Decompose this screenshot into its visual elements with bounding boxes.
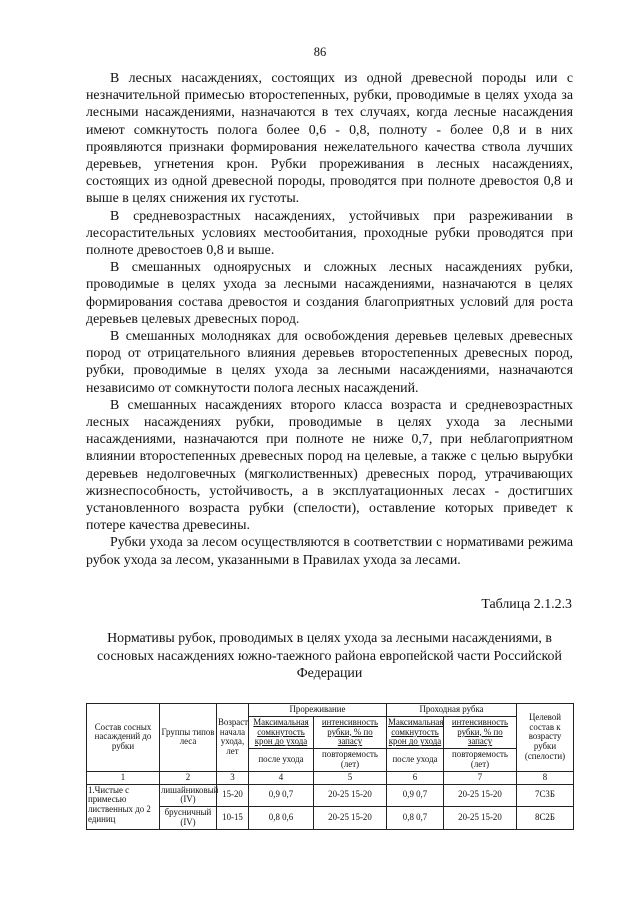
header-age: Возраст начала ухода, лет [217,704,249,772]
thinning-density-cell: 0,8 0,6 [249,807,314,830]
header-thinning: Прореживание [249,704,387,717]
header-passage: Проходная рубка [387,704,517,717]
thinning-intensity-cell: 20-25 15-20 [314,807,387,830]
age-cell: 15-20 [217,784,249,807]
page-number: 86 [313,45,327,59]
forest-group-cell: брусничный (IV) [160,807,217,830]
age-cell: 10-15 [217,807,249,830]
paragraph: В средневозрастных насаждениях, устойчивых при разреживании в лесорастительных условиях местообитания, проходные рубки проводятся при полноте древостоев 0,8 и выше. [86,208,573,259]
target-composition-cell: 8С2Б [517,807,574,830]
header-max-density: Максимальная сомкнутость крон до ухода [249,716,314,748]
table-row [87,807,574,830]
passage-intensity-cell: 20-25 15-20 [444,784,517,807]
header-after-care-passage: после ухода [387,749,444,772]
paragraph: В лесных насаждениях, состоящих из одной древесной породы или с незначительной примесью второстепенных, рубки, проводимые в целях ухода за лесными насаждениями, назначаются в тех случаях, когда лесные насаждения имеют сомкнутость полога более 0,6 - 0,8, полноту - более 0,8 и в них проявляются признаки формирования нежелательного качества ствола лучших деревьев, угнетения крон. Рубки прореживания в лесных насаждениях, состоящих из одной древесной породы, проводятся при полноте древостоя 0,8 и выше в целях снижения их густоты. [86,71,573,207]
header-intensity-passage: интенсивность рубки, % по запасу [444,716,517,748]
header-composition: Состав сосных насаждений до рубки [87,704,160,772]
column-number: 6 [387,771,444,784]
header-max-density-passage: Максимальная сомкнутость крон до ухода [387,716,444,748]
paragraph: В смешанных насаждениях второго класса возраста и средневозрастных лесных насаждениях рубки, проводимые в целях ухода за лесными насаждениями, назначаются при полноте не ниже 0,7, при неблагоприятном влиянии второстепенных древесных пород на целевые, а также с целью вырубки деревьев недолговечных (мягколиственных) древесных пород, утрачивающих жизнеспособность, устойчивость, а в эксплуатационных лесах - достигших установленного возраста рубки (спелости), оставление которых приведет к потере качества древесины. [86,397,573,534]
table-row [87,784,574,807]
passage-density-cell: 0,9 0,7 [387,784,444,807]
table-title: Нормативы рубок, проводимых в целях ухода за лесными насаждениями, в сосновых насаждениях южно-таежного района европейской части Российской Федерации [97,631,562,681]
header-repeat: повторяемость (лет) [314,749,387,772]
passage-density-cell: 0,8 0,7 [387,807,444,830]
normative-table [86,703,574,830]
column-number-row [87,771,574,784]
header-intensity: интенсивность рубки, % по запасу [314,716,387,748]
table-label: Таблица 2.1.2.3 [481,597,572,612]
column-number: 2 [160,771,217,784]
forest-group-cell: лишайниковый (IV) [160,784,217,807]
paragraph: В смешанных молодняках для освобождения деревьев целевых древесных пород от отрицательного влияния деревьев второстепенных древесных пород, рубки, проводимые в целях ухода за лесными насаждениями, назначаются независимо от сомкнутости полога лесных насаждений. [86,329,573,396]
body-text [86,70,573,569]
header-after-care: после ухода [249,749,314,772]
column-number: 3 [217,771,249,784]
header-forest-groups: Группы типов леса [160,704,217,772]
passage-intensity-cell: 20-25 15-20 [444,807,517,830]
target-composition-cell: 7С3Б [517,784,574,807]
column-number: 4 [249,771,314,784]
column-number: 1 [87,771,160,784]
header-target: Целевой состав к возрасту рубки (спелости) [517,704,574,772]
composition-cell: 1.Чистые с примесью лиственных до 2 единиц [87,784,160,829]
paragraph: В смешанных одноярусных и сложных лесных насаждениях рубки, проводимые в целях ухода за лесными насаждениями, назначаются в целях формирования состава древостоя и создания благоприятных условий для роста деревьев целевых древесных пород. [86,260,573,327]
thinning-density-cell: 0,9 0,7 [249,784,314,807]
thinning-intensity-cell: 20-25 15-20 [314,784,387,807]
paragraph: Рубки ухода за лесом осуществляются в соответствии с нормативами режима рубок ухода за лесом, указанными в Правилах ухода за лесами. [86,535,573,568]
column-number: 7 [444,771,517,784]
column-number: 8 [517,771,574,784]
column-number: 5 [314,771,387,784]
header-repeat-passage: повторяемость (лет) [444,749,517,772]
